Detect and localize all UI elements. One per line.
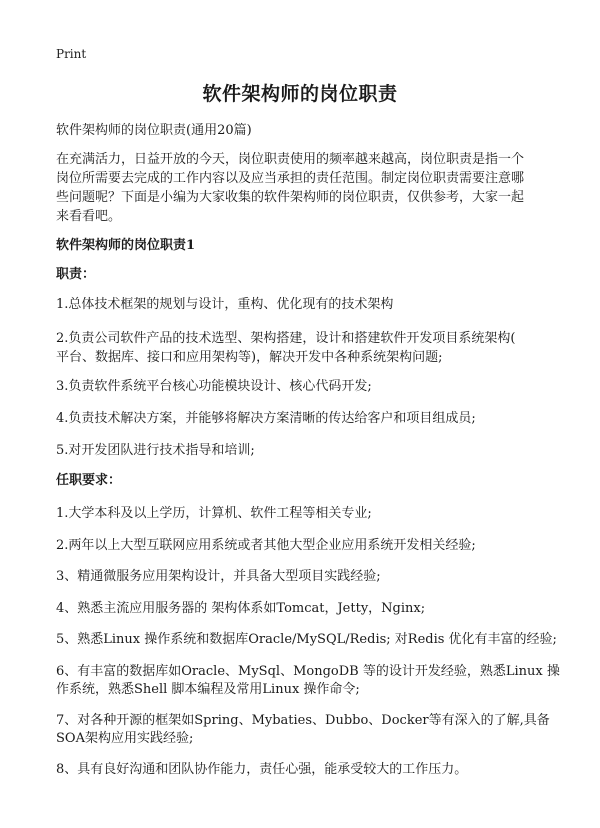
duty-item: 5.对开发团队进行技术指导和培训; [56, 443, 255, 458]
duties-heading: 职责： [56, 267, 96, 282]
section-heading: 软件架构师的岗位职责1 [56, 238, 196, 253]
intro-line: 些问题呢？下面是小编为大家收集的软件架构师的岗位职责，仅供参考，大家一起 [56, 190, 525, 205]
duty-item: 3.负责软件系统平台核心功能模块设计、核心代码开发; [56, 379, 372, 394]
requirement-item: 8、具有良好沟通和团队协作能力，责任心强，能承受较大的工作压力。 [56, 762, 468, 777]
duty-item: 4.负责技术解决方案，并能够将解决方案清晰的传达给客户和项目组成员; [56, 411, 476, 426]
requirement-item-cont: 作系统，熟悉Shell 脚本编程及常用Linux 操作命令; [56, 682, 360, 697]
requirement-item: 4、熟悉主流应用服务器的 架构体系如Tomcat，Jetty，Nginx; [56, 601, 426, 616]
duty-item-cont: 平台、数据库、接口和应用架构等)，解决开发中各种系统架构问题; [56, 350, 443, 365]
requirement-item: 5、熟悉Linux 操作系统和数据库Oracle/MySQL/Redis; 对Redis 优化有丰富的经验; [56, 632, 557, 647]
intro-line: 岗位所需要去完成的工作内容以及应当承担的责任范围。制定岗位职责需要注意哪 [56, 171, 525, 186]
requirement-item: 6、有丰富的数据库如Oracle、MySql、MongoDB 等的设计开发经验，熟悉Linux 操 [56, 664, 560, 679]
intro-line: 在充满活力，日益开放的今天，岗位职责使用的频率越来越高，岗位职责是指一个 [56, 152, 525, 167]
intro-line: 来看看吧。 [56, 209, 122, 224]
print-link[interactable]: Print [56, 47, 87, 61]
requirements-heading: 任职要求： [56, 473, 122, 488]
requirement-item: 3、精通微服务应用架构设计，并具备大型项目实践经验; [56, 569, 381, 584]
requirement-item-cont: SOA架构应用实践经验; [56, 731, 194, 746]
requirement-item: 1.大学本科及以上学历，计算机、软件工程等相关专业; [56, 506, 372, 521]
requirement-item: 2.两年以上大型互联网应用系统或者其他大型企业应用系统开发相关经验; [56, 538, 476, 553]
page-title: 软件架构师的岗位职责 [202, 83, 398, 105]
duty-item: 1.总体技术框架的规划与设计，重构、优化现有的技术架构 [56, 297, 394, 312]
duty-item: 2.负责公司软件产品的技术选型、架构搭建，设计和搭建软件开发项目系统架构( [56, 331, 516, 346]
subtitle: 软件架构师的岗位职责(通用20篇) [56, 123, 252, 138]
requirement-item: 7、对各种开源的框架如Spring、Mybaties、Dubbo、Docker等有深入的了解,具备 [56, 713, 550, 728]
